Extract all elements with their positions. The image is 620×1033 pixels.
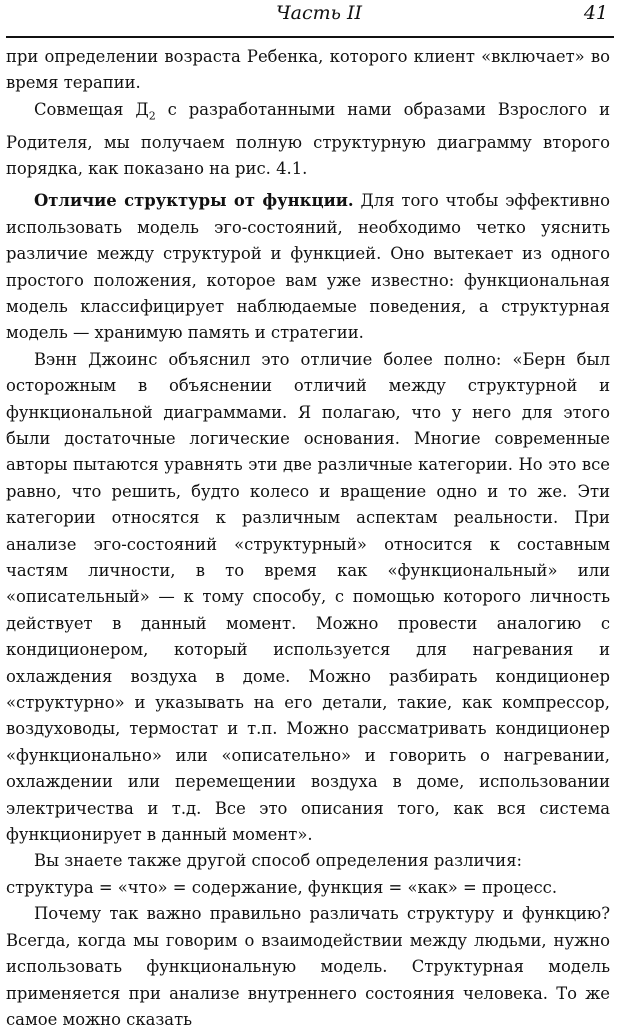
page-number: 41 xyxy=(583,2,608,24)
equation-line: структура = «что» = содержание, функция = «как» = процесс. xyxy=(6,877,558,897)
running-title: Часть II xyxy=(276,2,363,24)
subscript: 2 xyxy=(148,109,156,123)
page-header xyxy=(6,0,614,38)
body-text xyxy=(6,44,610,1033)
paragraph-text-start: Совмещая Д xyxy=(34,99,149,119)
paragraph-structure-vs-function xyxy=(6,188,610,346)
paragraph-other-way: Вы знаете также другой способ определения различия: xyxy=(34,851,523,871)
paragraph-second-order-diagram xyxy=(6,97,610,183)
paragraph-text-end: с разработанными нами образами Взрослого и Родителя, мы получаем полную структурную диаграмму второго порядка, как показано на рис. 4.1. xyxy=(6,99,610,178)
section-heading: Отличие структуры от функции. xyxy=(34,191,354,211)
paragraph-joines-quote: Вэнн Джоинс объяснил это отличие более полно: «Берн был осторожным в объяснении отличий между структурной и функциональной диаграммами. Я полагаю, что у него для этого были достаточные логические основания. Многие современные авторы пытаются уравнять эти две различные категории. Но это все равно, что решить, будто колесо и вращение одно и то же. Эти категории относятся к различным аспектам реальности. При анализе эго-состояний «структурный» относится к составным частям личности, в то время как «функциональный» или «описательный» — к тому способу, с помощью которого личность действует в данный момент. Можно провести аналогию с кондиционером, который используется для нагревания и охлаждения воздуха в доме. Можно разбирать кондиционер «структурно» и указывать на его детали, такие, как компрессор, воздуховоды, термостат и т.п. Можно рассматривать кондиционер «функционально» или «описательно» и говорить о нагревании, охлаждении или перемещении воздуха в доме, использовании электричества и т.д. Все это описания того, как вся система функционирует в данный момент». xyxy=(6,349,610,845)
paragraph-text: Для того чтобы эффективно использовать модель эго-состояний, необходимо четко уяснить различие между структурой и функцией. Оно вытекает из одного простого положения, которое вам уже известно: функциональная модель классифицирует наблюдаемые поведения, а структурная модель — хранимую память и стратегии. xyxy=(6,191,611,343)
paragraph-continuation: при определении возраста Ребенка, которого клиент «включает» во время терапии. xyxy=(6,47,610,93)
paragraph-why-important: Почему так важно правильно различать структуру и функцию? Всегда, когда мы говорим о взаимодействии между людьми, нужно использовать функциональную модель. Структурная модель применяется при анализе внутреннего состояния человека. То же самое можно сказать xyxy=(6,904,610,1029)
